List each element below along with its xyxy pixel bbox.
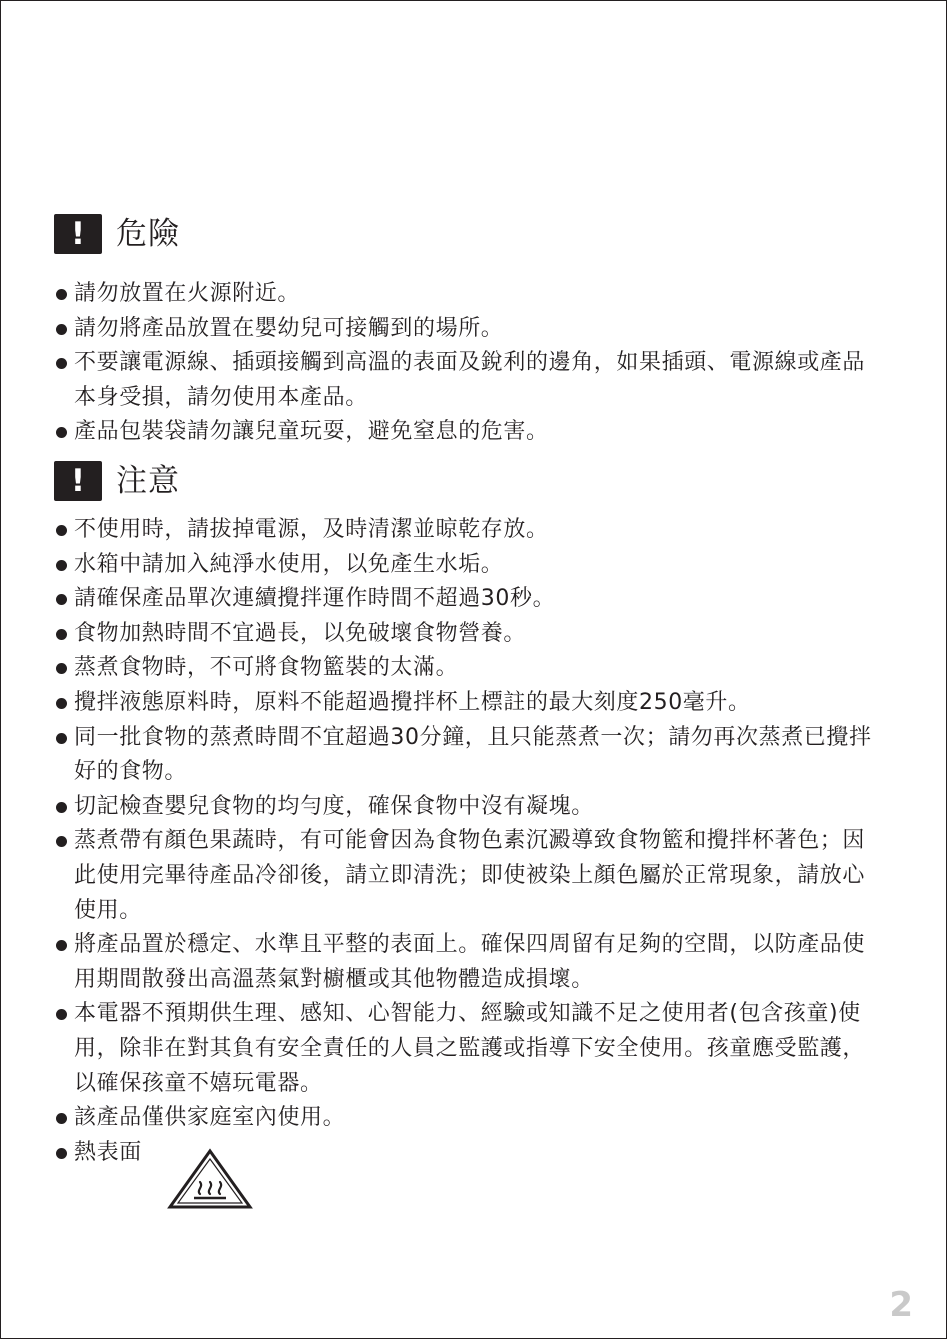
bullet-icon [56,629,67,640]
list-item: 該產品僅供家庭室內使用。 [54,1101,874,1136]
bullet-icon [56,1009,67,1020]
list-item: 不使用時，請拔掉電源，及時清潔並晾乾存放。 [54,513,874,548]
bullet-icon [56,698,67,709]
list-item: 請勿放置在火源附近。 [54,277,874,312]
list-item: 攪拌液態原料時，原料不能超過攪拌杯上標註的最大刻度250毫升。 [54,686,874,721]
list-item: 熱表面 [54,1136,874,1171]
caution-heading [54,459,874,503]
bullet-icon [56,663,67,674]
list-item: 食物加熱時間不宜過長，以免破壞食物營養。 [54,617,874,652]
list-item: 同一批食物的蒸煮時間不宜超過30分鐘，且只能蒸煮一次；請勿再次蒸煮已攪拌好的食物。 [54,721,874,790]
list-item: 切記檢查嬰兒食物的均勻度，確保食物中沒有凝塊。 [54,790,874,825]
list-item: 產品包裝袋請勿讓兒童玩耍，避免窒息的危害。 [54,415,874,450]
list-item: 蒸煮食物時，不可將食物籃裝的太滿。 [54,651,874,686]
bullet-icon [56,289,67,300]
hot-surface-warning-icon [167,1148,253,1210]
bullet-icon [56,427,67,438]
bullet-icon [56,1148,67,1159]
list-item: 水箱中請加入純淨水使用，以免產生水垢。 [54,548,874,583]
danger-heading [54,212,874,256]
list-item: 請勿將產品放置在嬰幼兒可接觸到的場所。 [54,312,874,347]
caution-list [54,513,874,1170]
exclamation-icon: ! [54,214,102,254]
caution-section [54,459,874,1170]
list-item: 將產品置於穩定、水準且平整的表面上。確保四周留有足夠的空間，以防產品使用期間散發出高溫蒸氣對櫥櫃或其他物體造成損壞。 [54,928,874,997]
bullet-icon [56,733,67,744]
page-number: 2 [889,1285,913,1325]
bullet-icon [56,940,67,951]
danger-list [54,277,874,450]
bullet-icon [56,1113,67,1124]
list-item: 本電器不預期供生理、感知、心智能力、經驗或知識不足之使用者(包含孩童)使用，除非在對其負有安全責任的人員之監護或指導下安全使用。孩童應受監護，以確保孩童不嬉玩電器。 [54,997,874,1101]
danger-section [54,212,874,450]
caution-title: 注意 [116,462,180,499]
list-item: 請確保產品單次連續攪拌運作時間不超過30秒。 [54,582,874,617]
bullet-icon [56,594,67,605]
list-item: 蒸煮帶有顏色果蔬時，有可能會因為食物色素沉澱導致食物籃和攪拌杯著色；因此使用完畢待產品冷卻後，請立即清洗；即使被染上顏色屬於正常現象，請放心使用。 [54,824,874,928]
list-item: 不要讓電源線、插頭接觸到高溫的表面及銳利的邊角，如果插頭、電源線或產品本身受損，請勿使用本產品。 [54,346,874,415]
bullet-icon [56,324,67,335]
bullet-icon [56,358,67,369]
bullet-icon [56,525,67,536]
bullet-icon [56,802,67,813]
bullet-icon [56,836,67,847]
bullet-icon [56,560,67,571]
exclamation-icon: ! [54,461,102,501]
danger-title: 危險 [116,215,180,252]
